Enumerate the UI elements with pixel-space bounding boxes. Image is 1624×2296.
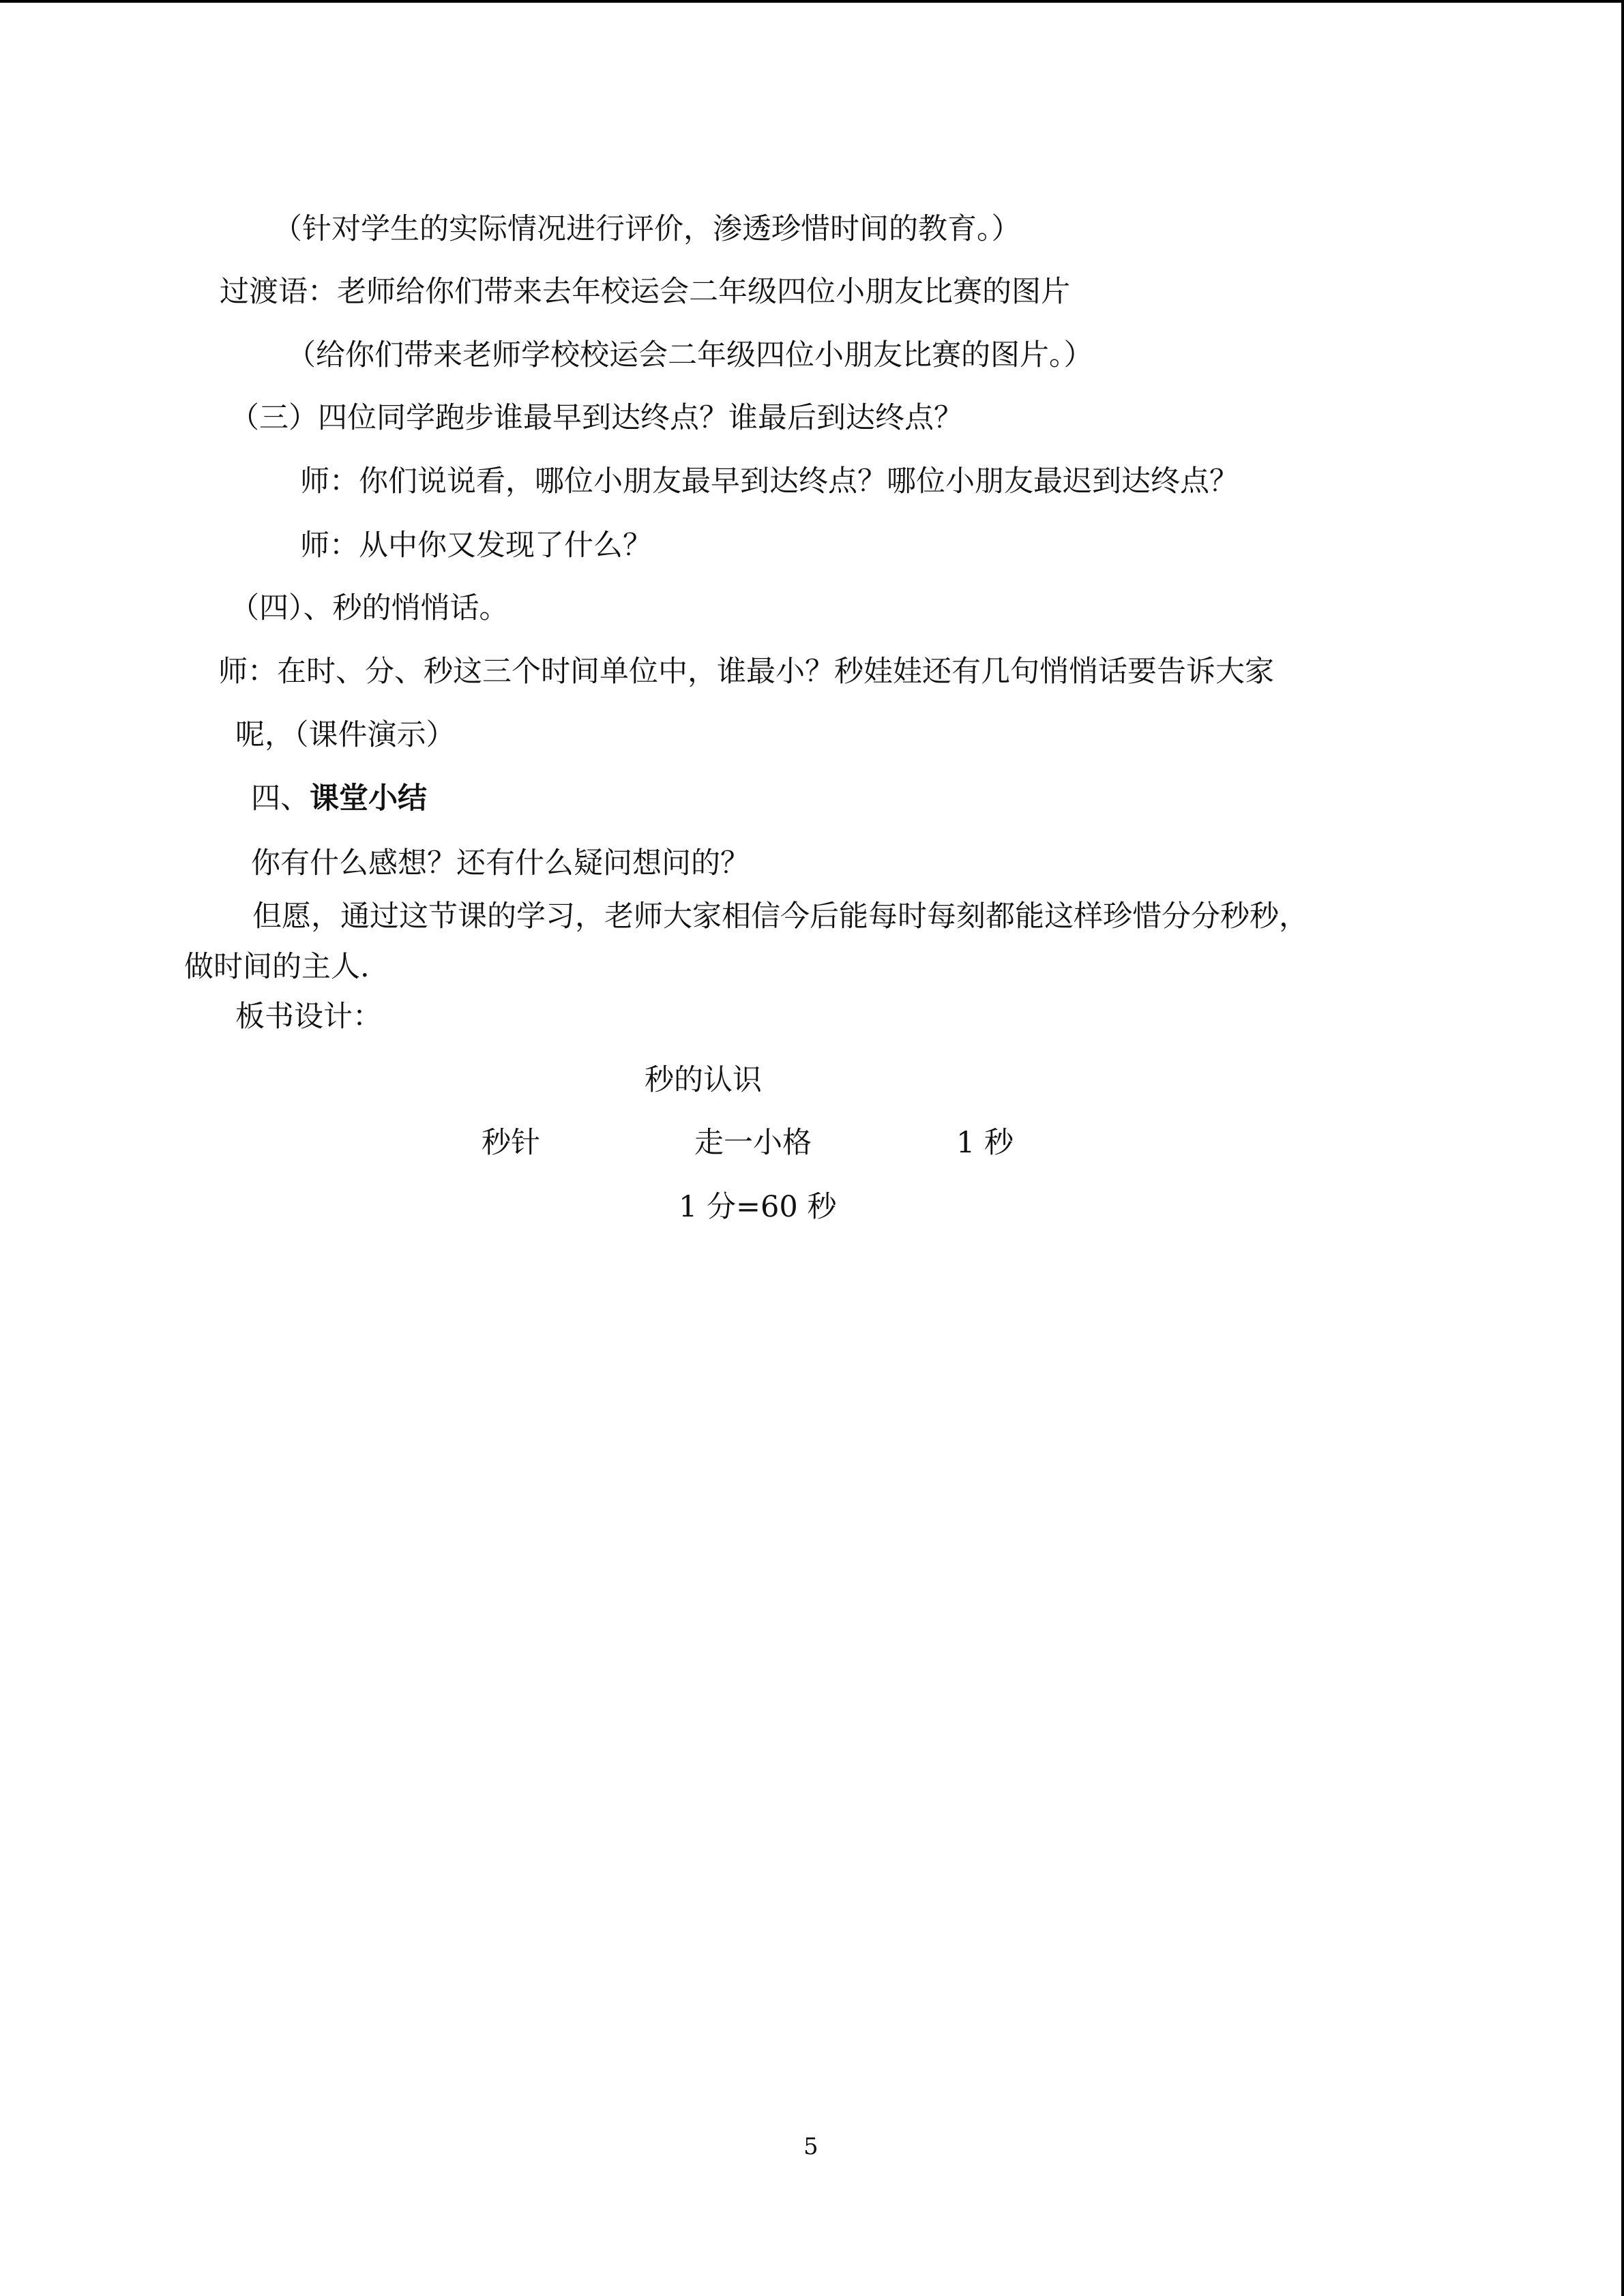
teacher-question-3-cont: 呢，（课件演示） <box>235 718 456 752</box>
board-formula: 1 分=60 秒 <box>679 1190 837 1224</box>
page-border-top <box>0 0 1624 3</box>
board-title: 秒的认识 <box>645 1063 762 1097</box>
teacher-question-3: 师：在时、分、秒这三个时间单位中，谁最小？秒娃娃还有几句悄悄话要告诉大家 <box>218 655 1274 689</box>
summary-question: 你有什么感想？还有什么疑问想问的？ <box>251 846 750 880</box>
board-second-hand: 秒针 <box>482 1126 540 1160</box>
paragraph-evaluation-note: （针对学生的实际情况进行评价，渗透珍惜时间的教育。） <box>273 212 1021 246</box>
teacher-question-1: 师：你们说说看，哪位小朋友最早到达终点？哪位小朋友最迟到达终点？ <box>300 464 1239 498</box>
paragraph-transition: 过渡语：老师给你们带来去年校运会二年级四位小朋友比赛的图片 <box>220 275 1070 309</box>
board-one-small-tick: 走一小格 <box>694 1126 812 1160</box>
board-one-second: 1 秒 <box>956 1126 1014 1160</box>
summary-heading <box>251 779 427 818</box>
section-4-heading: （四）、秒的悄悄话。 <box>230 591 509 625</box>
paragraph-transition-note: （给你们带来老师学校校运会二年级四位小朋友比赛的图片。） <box>286 338 1093 372</box>
closing-paragraph: 但愿，通过这节课的学习，老师大家相信今后能每时每刻都能这样珍惜分分秒秒， <box>252 899 1308 934</box>
summary-heading-title: 课堂小结 <box>310 781 427 816</box>
summary-heading-number: 四、 <box>251 781 310 816</box>
board-design-label: 板书设计： <box>235 1000 382 1034</box>
page-number: 5 <box>803 2133 818 2160</box>
section-3-heading: （三）四位同学跑步谁最早到达终点？谁最后到达终点？ <box>230 401 963 435</box>
teacher-question-2: 师：从中你又发现了什么？ <box>300 528 652 563</box>
page-border-right <box>1621 0 1624 2296</box>
closing-paragraph-cont: 做时间的主人. <box>184 950 370 984</box>
